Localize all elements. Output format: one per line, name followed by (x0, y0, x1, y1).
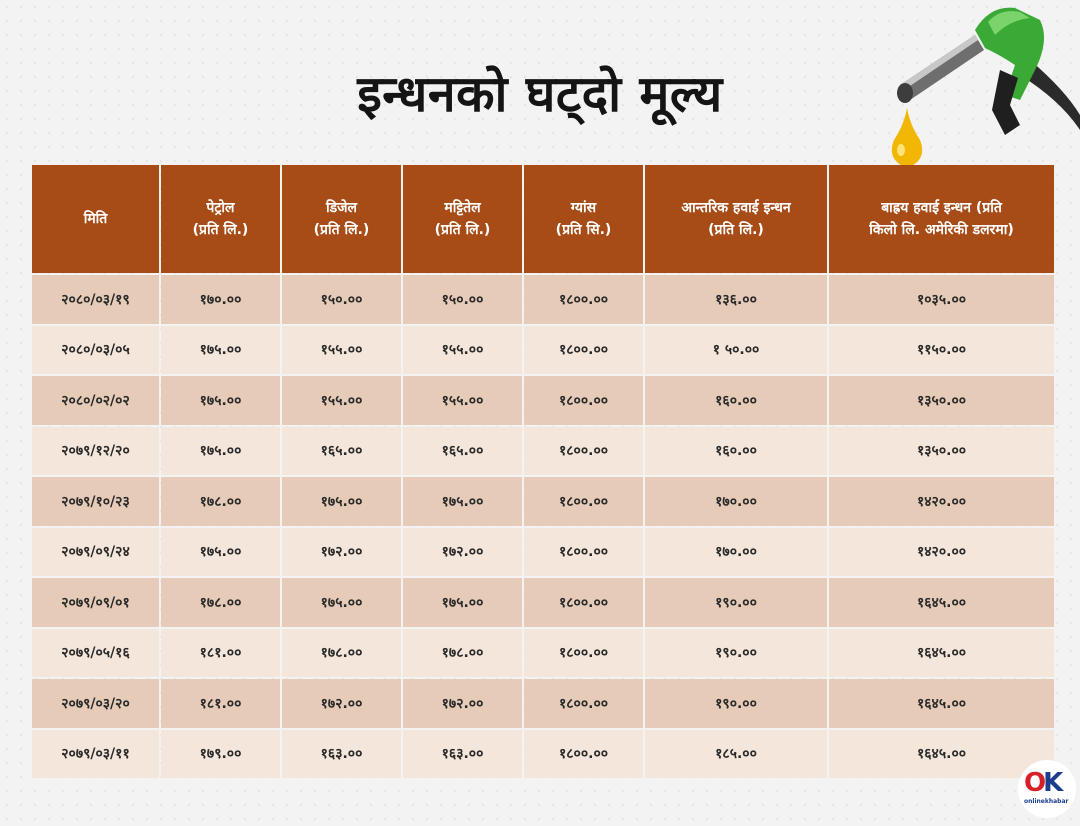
cell-petrol: १७८.०० (161, 578, 280, 627)
onlinekhabar-logo (1018, 760, 1076, 818)
cell-date: २०७९/१२/२० (32, 427, 159, 476)
cell-kerosene: १७२.०० (403, 528, 522, 577)
cell-foreign-air-fuel: १३५०.०० (829, 376, 1054, 425)
cell-foreign-air-fuel: १३५०.०० (829, 427, 1054, 476)
cell-domestic-air-fuel: १९०.०० (645, 679, 827, 728)
logo-wordmark: onlinekhabar (1024, 798, 1069, 805)
table-row (32, 679, 1054, 728)
table-header-row (32, 165, 1054, 273)
cell-diesel: १६३.०० (282, 730, 401, 779)
cell-diesel: १६५.०० (282, 427, 401, 476)
cell-diesel: १७२.०० (282, 528, 401, 577)
cell-foreign-air-fuel: १४२०.०० (829, 528, 1054, 577)
cell-date: २०८०/०३/१९ (32, 275, 159, 324)
cell-date: २०७९/०९/०१ (32, 578, 159, 627)
table-row (32, 730, 1054, 779)
cell-kerosene: १५५.०० (403, 326, 522, 375)
cell-petrol: १८१.०० (161, 629, 280, 678)
cell-kerosene: १७२.०० (403, 679, 522, 728)
table-row (32, 629, 1054, 678)
cell-gas: १८००.०० (524, 679, 643, 728)
cell-foreign-air-fuel: ११५०.०० (829, 326, 1054, 375)
table-row (32, 376, 1054, 425)
cell-diesel: १७२.०० (282, 679, 401, 728)
col-header-petrol: पेट्रोल (प्रति लि.) (161, 165, 280, 273)
cell-kerosene: १६५.०० (403, 427, 522, 476)
cell-domestic-air-fuel: १८५.०० (645, 730, 827, 779)
cell-foreign-air-fuel: १०३५.०० (829, 275, 1054, 324)
cell-domestic-air-fuel: १९०.०० (645, 629, 827, 678)
cell-date: २०७९/०३/२० (32, 679, 159, 728)
table-row (32, 326, 1054, 375)
cell-foreign-air-fuel: १६४५.०० (829, 578, 1054, 627)
cell-foreign-air-fuel: १६४५.०० (829, 629, 1054, 678)
table-row (32, 275, 1054, 324)
cell-gas: १८००.०० (524, 528, 643, 577)
cell-domestic-air-fuel: १७०.०० (645, 528, 827, 577)
fuel-price-table (30, 163, 1056, 780)
cell-date: २०८०/०२/०२ (32, 376, 159, 425)
table-row (32, 477, 1054, 526)
cell-domestic-air-fuel: १९०.०० (645, 578, 827, 627)
cell-petrol: १७०.०० (161, 275, 280, 324)
cell-kerosene: १६३.०० (403, 730, 522, 779)
cell-diesel: १७८.०० (282, 629, 401, 678)
cell-gas: १८००.०० (524, 275, 643, 324)
cell-diesel: १५०.०० (282, 275, 401, 324)
col-header-kerosene: मट्टितेल (प्रति लि.) (403, 165, 522, 273)
cell-petrol: १७९.०० (161, 730, 280, 779)
cell-gas: १८००.०० (524, 326, 643, 375)
cell-petrol: १७५.०० (161, 427, 280, 476)
col-header-date: मिति (32, 165, 159, 273)
cell-date: २०७९/०९/२४ (32, 528, 159, 577)
cell-diesel: १७५.०० (282, 578, 401, 627)
logo-mark: OK (1024, 768, 1061, 798)
cell-petrol: १७५.०० (161, 376, 280, 425)
cell-diesel: १५५.०० (282, 326, 401, 375)
cell-date: २०८०/०३/०५ (32, 326, 159, 375)
table-row (32, 427, 1054, 476)
col-header-domestic-air-fuel: आन्तरिक हवाई इन्धन (प्रति लि.) (645, 165, 827, 273)
cell-kerosene: १७८.०० (403, 629, 522, 678)
cell-date: २०७९/१०/२३ (32, 477, 159, 526)
col-header-foreign-air-fuel: बाह्रय हवाई इन्धन (प्रति किलो लि. अमेरिकी डलरमा) (829, 165, 1054, 273)
cell-diesel: १५५.०० (282, 376, 401, 425)
cell-gas: १८००.०० (524, 427, 643, 476)
col-header-diesel: डिजेल (प्रति लि.) (282, 165, 401, 273)
cell-diesel: १७५.०० (282, 477, 401, 526)
cell-foreign-air-fuel: १४२०.०० (829, 477, 1054, 526)
cell-domestic-air-fuel: १७०.०० (645, 477, 827, 526)
cell-domestic-air-fuel: १६०.०० (645, 427, 827, 476)
table-row (32, 578, 1054, 627)
table-row (32, 528, 1054, 577)
cell-petrol: १७५.०० (161, 326, 280, 375)
cell-kerosene: १५०.०० (403, 275, 522, 324)
cell-date: २०७९/०३/११ (32, 730, 159, 779)
cell-domestic-air-fuel: १ ५०.०० (645, 326, 827, 375)
cell-foreign-air-fuel: १६४५.०० (829, 730, 1054, 779)
cell-petrol: १८१.०० (161, 679, 280, 728)
table-body (32, 275, 1054, 778)
cell-petrol: १७५.०० (161, 528, 280, 577)
oil-drop-icon (892, 108, 922, 168)
cell-petrol: १७८.०० (161, 477, 280, 526)
cell-gas: १८००.०० (524, 730, 643, 779)
cell-gas: १८००.०० (524, 376, 643, 425)
cell-gas: १८००.०० (524, 477, 643, 526)
cell-kerosene: १७५.०० (403, 477, 522, 526)
cell-date: २०७९/०५/१६ (32, 629, 159, 678)
cell-gas: १८००.०० (524, 578, 643, 627)
cell-domestic-air-fuel: १६०.०० (645, 376, 827, 425)
col-header-gas: ग्यांस (प्रति सि.) (524, 165, 643, 273)
cell-domestic-air-fuel: १३६.०० (645, 275, 827, 324)
page-title: इन्धनको घट्दो मूल्य (357, 65, 723, 123)
cell-kerosene: १७५.०० (403, 578, 522, 627)
cell-kerosene: १५५.०० (403, 376, 522, 425)
cell-foreign-air-fuel: १६४५.०० (829, 679, 1054, 728)
cell-gas: १८००.०० (524, 629, 643, 678)
fuel-nozzle-icon (880, 0, 1080, 180)
